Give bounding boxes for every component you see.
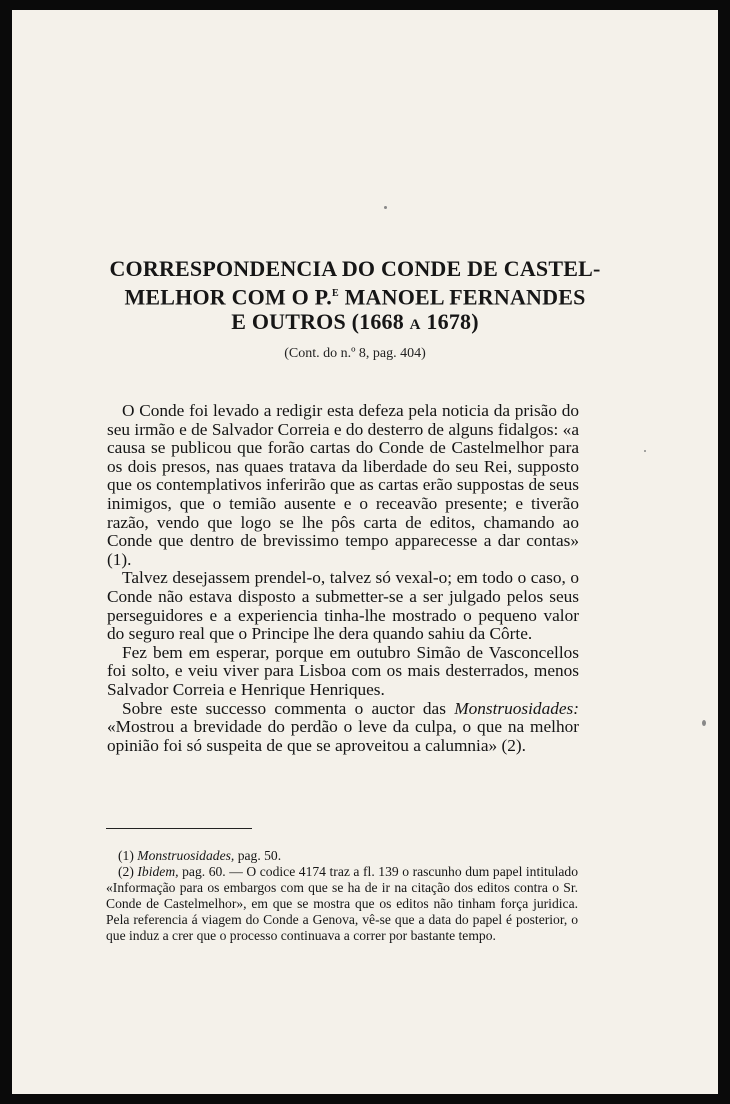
footnote-1-mark: (1) — [118, 848, 138, 863]
title-line-2 — [90, 281, 620, 309]
title-line-2-end: MANOEL FERNANDES — [338, 284, 586, 310]
scan-speck — [644, 450, 646, 452]
footnote-1-italic: Monstruosidades, — [137, 848, 235, 863]
paragraph-4-italic: Monstruosidades: — [454, 698, 579, 718]
title-superscript: E — [332, 288, 339, 299]
paragraph-3: Fez bem em esperar, porque em outubro Simão de Vasconcellos foi solto, e veiu viver para Lisboa com os mais desterrados, menos Salvador Correia e Henrique Henriques. — [107, 642, 579, 699]
scan-border-left — [0, 0, 12, 1104]
continuation-note: (Cont. do n.º 8, pag. 404) — [284, 346, 426, 361]
title-small-caps: A — [409, 317, 421, 334]
footnote-1 — [106, 848, 578, 864]
title-line-2-start: MELHOR COM O P. — [124, 284, 332, 310]
title-line-3-start: E OUTROS (1668 — [231, 309, 410, 335]
paragraph-2: Talvez desejassem prendel-o, talvez só vexal-o; em todo o caso, o Conde não estava disposto a submetter-se a ser julgado pelos seus perseguidores e a experiencia tinha-lhe mostrado o pequeno valor do seguro real que o Principe lhe dera quando sahiu da Côrte. — [107, 568, 579, 644]
scan-border-right — [718, 0, 730, 1104]
paragraph-4-start: Sobre este successo commenta o auctor das — [122, 698, 455, 718]
footnote-separator — [106, 828, 252, 829]
article-body — [107, 402, 579, 755]
paragraph-1: O Conde foi levado a redigir esta defeza pela noticia da prisão do seu irmão e de Salvador Correia e do desterro de alguns fidalgos: «a causa se publicou que forão cartas do Conde de Castelmelhor para os dois presos, nas quaes tratava da liberdade do seu Rei, supposto que os contemplativos inferirão que as cartas erão suppostas de seus inimigos, que o temião ausente e o receavão presente; e tiverão razão, vendo que logo se lhe pôs carta de editos, chamando ao Conde que dentro de brevissimo tempo apparecesse a dar contas» (1). — [107, 401, 579, 569]
title-line-3-end: 1678) — [420, 309, 479, 335]
footnotes — [106, 848, 578, 944]
footnote-1-text: pag. 50. — [234, 848, 282, 863]
footnote-2 — [106, 864, 578, 944]
footnote-2-italic: Ibidem, — [137, 864, 179, 879]
footnote-2-mark: (2) — [118, 864, 138, 879]
scan-border-top — [0, 0, 730, 10]
scan-speck — [702, 720, 706, 726]
title-line-3 — [90, 309, 620, 338]
scan-border-bottom — [0, 1094, 730, 1104]
scan-speck — [384, 206, 387, 209]
article-title — [90, 256, 620, 338]
paragraph-4-end: «Mostrou a brevidade do perdão o leve da culpa, o que na melhor opinião foi só suspeita de que se aproveitou a calumnia» (2). — [107, 717, 579, 755]
title-line-1: CORRESPONDENCIA DO CONDE DE CASTEL- — [109, 256, 601, 281]
footnote-2-text: pag. 60. — O codice 4174 traz a fl. 139 o rascunho dum papel intitulado «Informação para os embargos com que se ha de ir na citação dos editos contra o Sr. Conde de Castelmelhor», em que se mostra que os editos não tinham força juridica. Pela referencia á viagem do Conde a Genova, vê-se que a data do papel é posterior, o que induz a crer que o processo continuava a correr por bastante tempo. — [106, 864, 579, 943]
paragraph-4 — [107, 700, 579, 756]
